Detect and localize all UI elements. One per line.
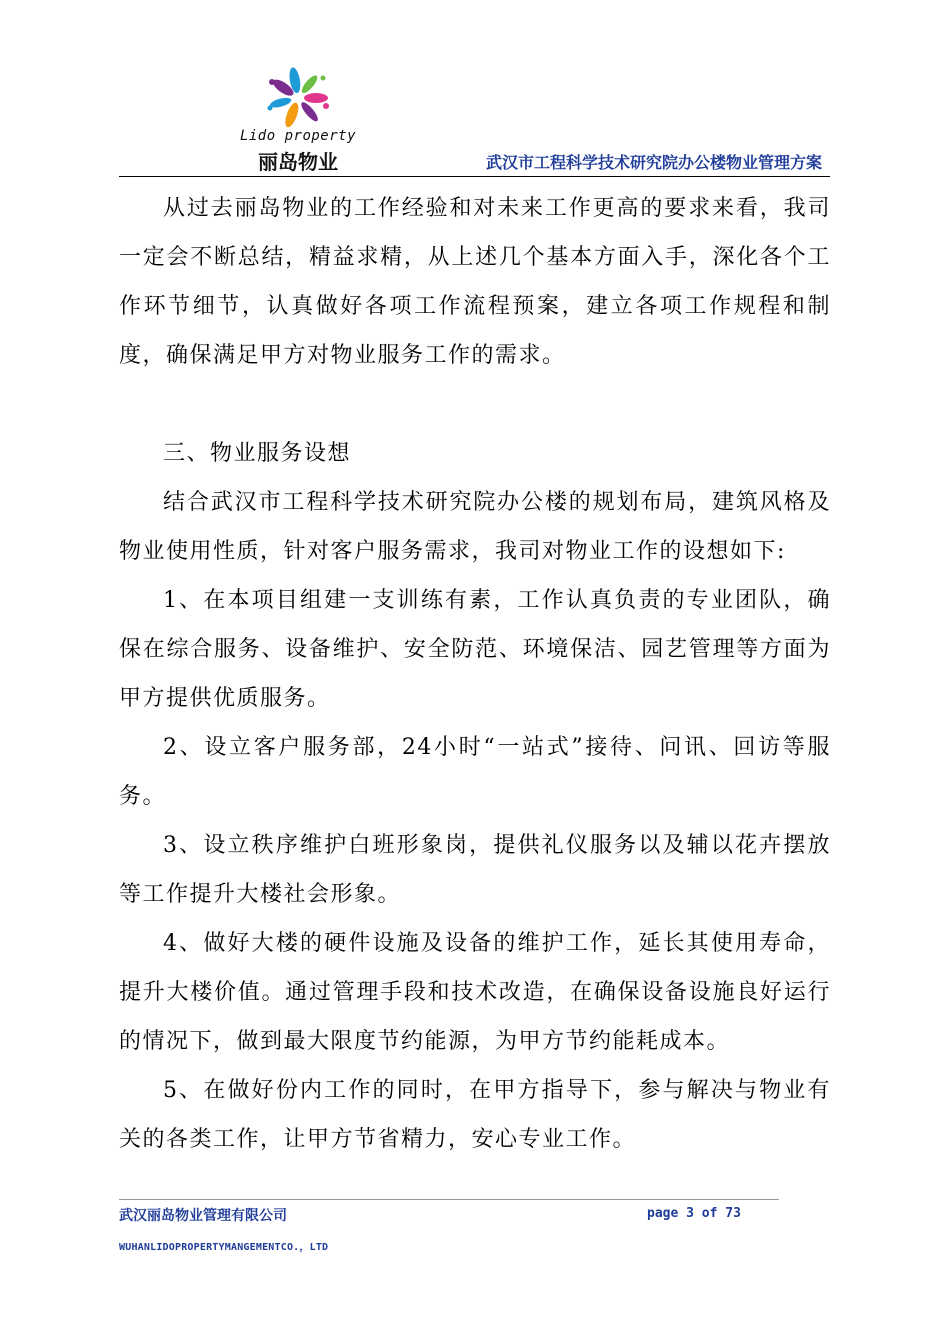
header-divider — [119, 176, 830, 177]
document-body — [119, 184, 831, 1164]
body-paragraph-intro: 结合武汉市工程科学技术研究院办公楼的规划布局，建筑风格及物业使用性质，针对客户服务需求，我司对物业工作的设想如下: — [119, 490, 831, 564]
body-paragraph-summary: 从过去丽岛物业的工作经验和对未来工作更高的要求来看，我司一定会不断总结，精益求精，从上述几个基本方面入手，深化各个工作环节细节，认真做好各项工作流程预案，建立各项工作规程和制度，确保满足甲方对物业服务工作的需求。 — [119, 196, 831, 368]
list-item-4: 4、做好大楼的硬件设施及设备的维护工作，延长其使用寿命，提升大楼价值。通过管理手段和技术改造，在确保设备设施良好运行的情况下，做到最大限度节约能源，为甲方节约能耗成本。 — [119, 931, 831, 1054]
logo-text-cn: 丽岛物业 — [258, 150, 338, 174]
company-logo — [236, 66, 360, 176]
document-header-title: 武汉市工程科学技术研究院办公楼物业管理方案 — [485, 153, 822, 172]
logo-text-en: Lido property — [239, 128, 357, 144]
list-item-2: 2、设立客户服务部，24小时“一站式”接待、问讯、回访等服务。 — [119, 735, 831, 809]
footer-divider — [119, 1199, 779, 1200]
flower-logo-icon — [258, 66, 338, 128]
footer-company-name-en: WUHANLIDOPROPERTYMANGEMENTCO.，LTD — [119, 1242, 329, 1253]
section-heading: 三、物业服务设想 — [163, 441, 352, 466]
list-item-1: 1、在本项目组建一支训练有素，工作认真负责的专业团队，确保在综合服务、设备维护、安全防范、环境保洁、园艺管理等方面为甲方提供优质服务。 — [119, 588, 831, 711]
footer-company-name: 武汉丽岛物业管理有限公司 — [119, 1208, 287, 1224]
list-item-3: 3、设立秩序维护白班形象岗，提供礼仪服务以及辅以花卉摆放等工作提升大楼社会形象。 — [119, 833, 831, 907]
footer-page-number: page 3 of 73 — [647, 1206, 741, 1221]
list-item-5: 5、在做好份内工作的同时，在甲方指导下，参与解决与物业有关的各类工作，让甲方节省精力，安心专业工作。 — [119, 1078, 831, 1152]
